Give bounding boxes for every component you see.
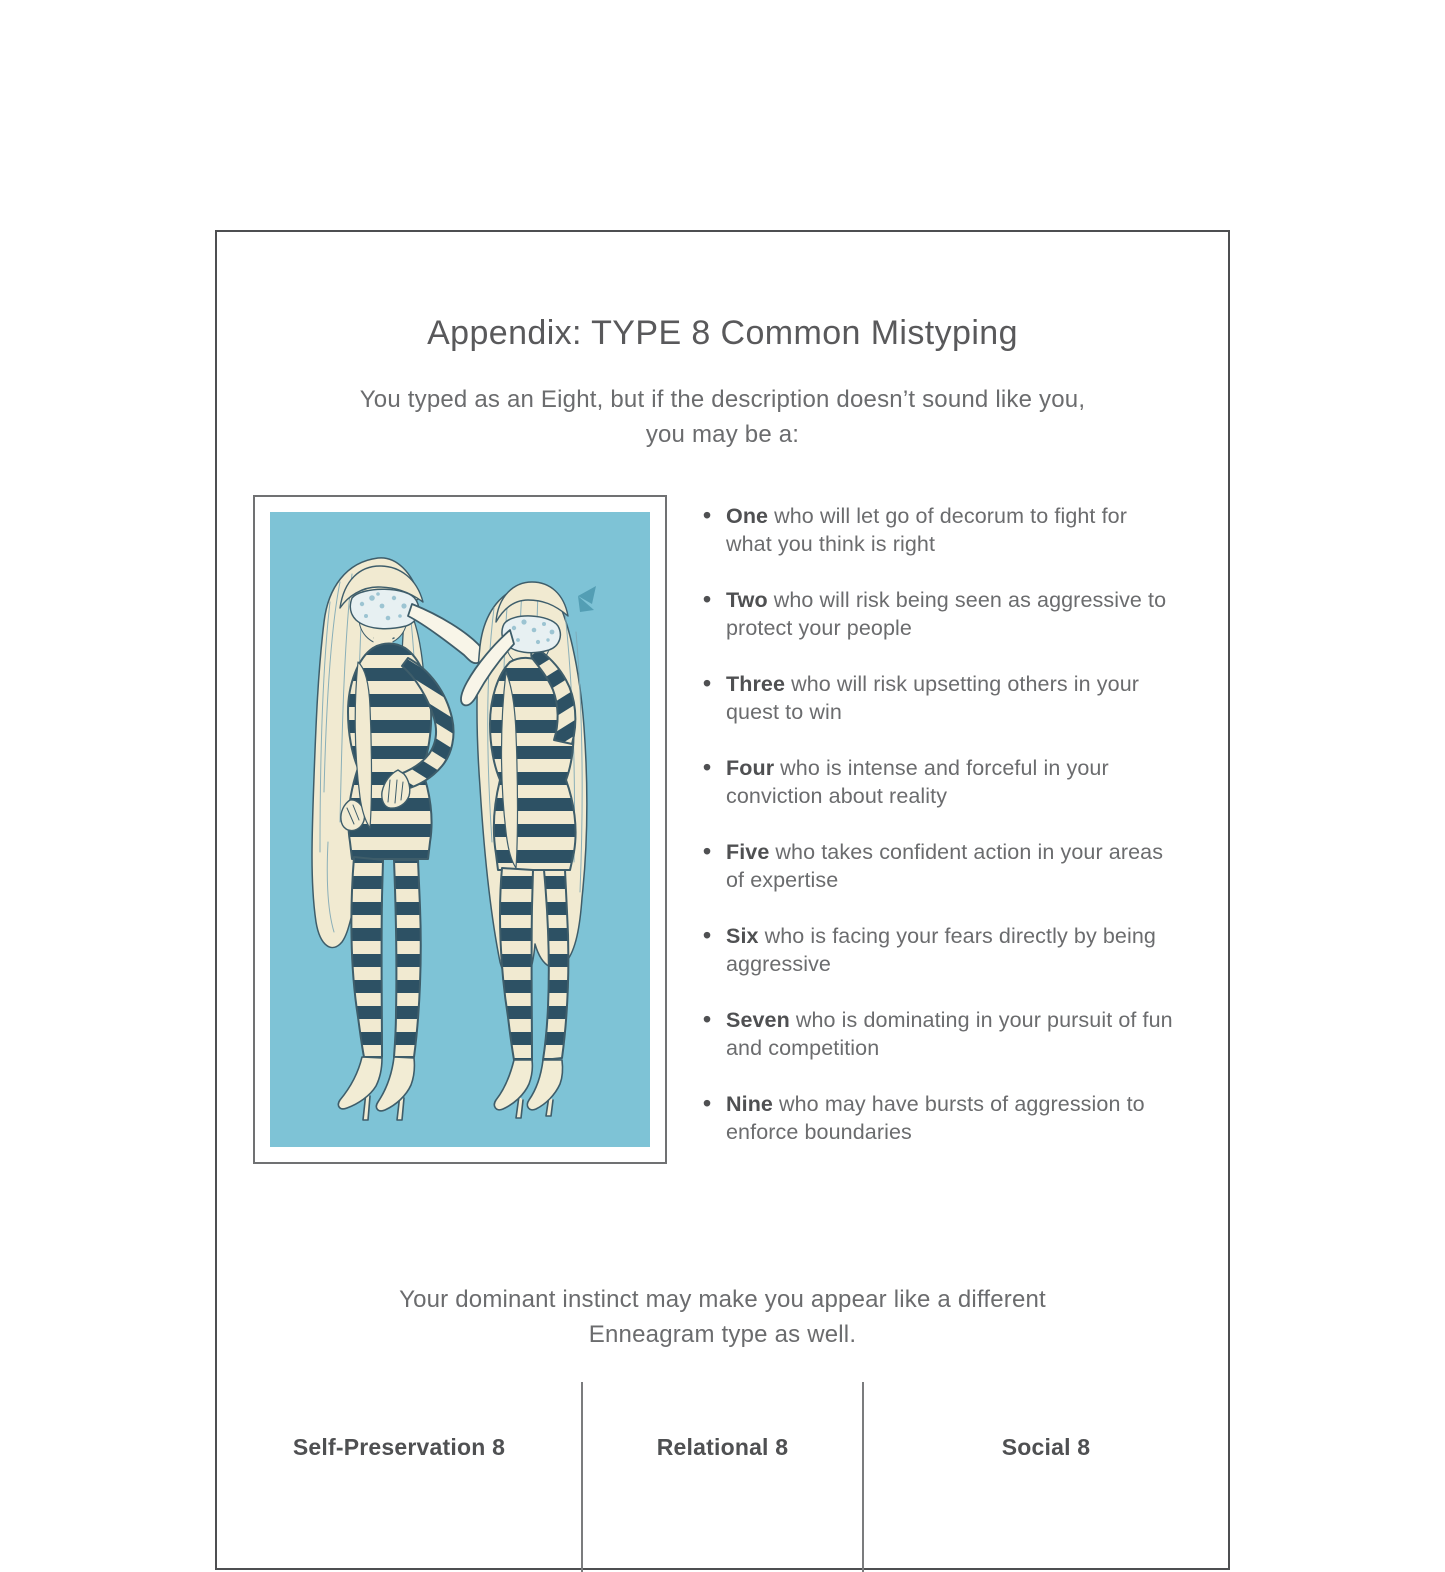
mistype-description: who is facing your fears directly by being aggressive xyxy=(726,924,1156,976)
mistype-list-item xyxy=(703,1090,1175,1146)
subtitle-line-1: You typed as an Eight, but if the description doesn’t sound like you, xyxy=(359,386,1086,413)
mistype-list-item xyxy=(703,754,1175,810)
instinct-note-line-2: Enneagram type as well. xyxy=(588,1321,857,1348)
mistype-number: Five xyxy=(726,840,770,864)
illustration xyxy=(270,512,650,1147)
instinct-table xyxy=(217,1382,1228,1572)
mistype-description: who is dominating in your pursuit of fun and competition xyxy=(726,1008,1173,1060)
illustration-frame xyxy=(253,495,667,1164)
instinct-note xyxy=(217,1282,1228,1352)
mistype-description: who will risk being seen as aggressive to protect your people xyxy=(726,588,1167,640)
instinct-column-header: Self-Preservation 8 xyxy=(292,1434,506,1460)
mistype-number: Six xyxy=(726,924,759,948)
instinct-column-header: Social 8 xyxy=(1001,1434,1091,1460)
mistype-list xyxy=(703,502,1175,1174)
mistype-list-item xyxy=(703,502,1175,558)
mistype-list-item xyxy=(703,586,1175,642)
instinct-column-header: Relational 8 xyxy=(581,1382,864,1572)
mistype-list-item xyxy=(703,838,1175,894)
mistype-list-item xyxy=(703,922,1175,978)
masked-figures-artwork xyxy=(270,512,650,1147)
page-title: Appendix: TYPE 8 Common Mistyping xyxy=(427,314,1018,352)
mistype-description: who is intense and forceful in your conviction about reality xyxy=(726,756,1109,808)
mistype-number: Four xyxy=(726,756,775,780)
document-page xyxy=(215,230,1230,1570)
mistype-list-item xyxy=(703,1006,1175,1062)
mistype-description: who takes confident action in your areas of expertise xyxy=(726,840,1164,892)
mistype-number: Two xyxy=(726,588,768,612)
subtitle xyxy=(217,382,1228,452)
subtitle-line-2: you may be a: xyxy=(645,421,800,448)
mistype-description: who will risk upsetting others in your quest to win xyxy=(726,672,1140,724)
mistype-description: who will let go of decorum to fight for what you think is right xyxy=(726,504,1127,556)
mistype-number: Three xyxy=(726,672,786,696)
mistype-description: who may have bursts of aggression to enforce boundaries xyxy=(726,1092,1145,1144)
mistype-number: Nine xyxy=(726,1092,773,1116)
instinct-note-line-1: Your dominant instinct may make you appear like a different xyxy=(399,1286,1046,1313)
mistype-number: One xyxy=(726,504,769,528)
mistype-list-item xyxy=(703,670,1175,726)
mistype-number: Seven xyxy=(726,1008,790,1032)
